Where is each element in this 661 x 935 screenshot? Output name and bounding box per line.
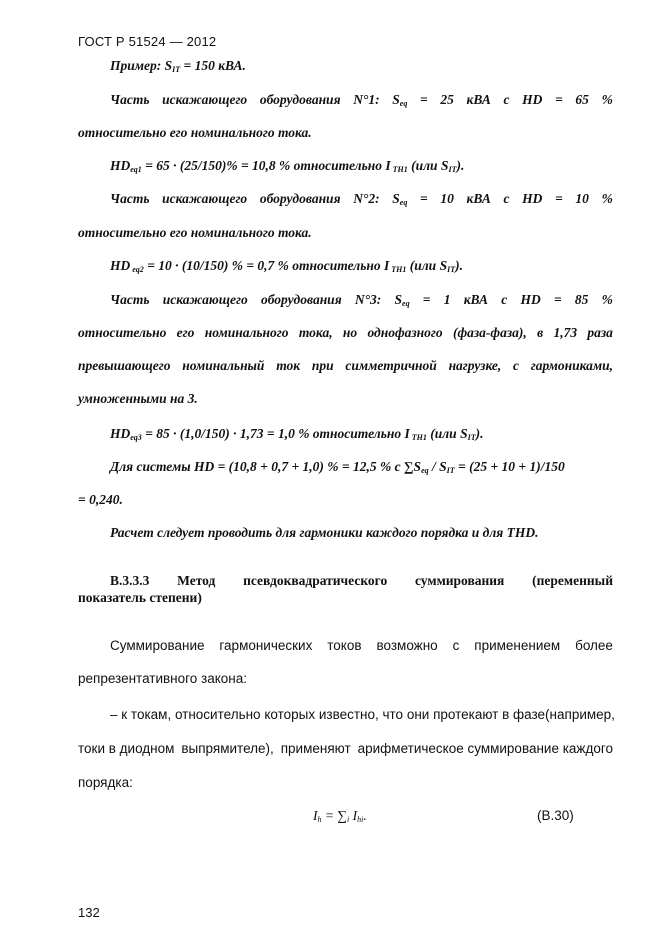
part3-line1: Часть искажающего оборудования N°3: $S_{eq}$ = 1 кВА с HD = 85 % <box>110 292 613 308</box>
paragraph-2-line1: – к токам, относительно которых известно, что они протекают в фазе (например, <box>110 707 615 722</box>
paragraph-2-line3: порядка: <box>78 775 133 790</box>
hd3-formula: $HD_{eq3} = 85 \cdot (1,0/150) \cdot 1,73 = 1,0$ % относительно I $_{ТН1}$ (или $S_{IT}$). <box>110 426 484 442</box>
equation-b30: $I_h = \sum_i$ $I_{hi}$. <box>313 808 367 824</box>
hd2-formula: HD $_{eq2}$ = 10 · (10/150) % = 0,7 % относительно I $_{ТН1}$ (или $S_{IT}$). <box>110 258 463 274</box>
section-heading-line2: показатель степени) <box>78 590 202 605</box>
standard-header: ГОСТ Р 51524 — 2012 <box>78 34 217 49</box>
calc-note: Расчет следует проводить для гармоники каждого порядка и для THD. <box>110 525 539 540</box>
part1-line2: относительно его номинального тока. <box>78 125 312 140</box>
example-intro: Пример: $S_{IT} = 150$ кВА. <box>110 58 246 74</box>
equation-number: (B.30) <box>537 808 574 823</box>
part3-line3: превышающего номинальный ток при симметричной нагрузке, с гармониками, <box>78 358 613 373</box>
page-number: 132 <box>78 905 100 920</box>
paragraph-1-line2: репрезентативного закона: <box>78 671 248 686</box>
section-heading: B.3.3.3 Метод псевдоквадратического суммирования (переменный <box>110 573 613 588</box>
paragraph-2-line2: токи в диодном выпрямителе), применяют арифметическое суммирование каждого <box>78 741 613 756</box>
part3-line2: относительно его номинального тока, но однофазного (фаза-фаза), в 1,73 раза <box>78 325 613 340</box>
part2-line2: относительно его номинального тока. <box>78 225 312 240</box>
system-total-result: = 0,240. <box>78 492 123 507</box>
paragraph-1-line1: Суммирование гармонических токов возможно с применением более <box>110 638 613 653</box>
system-total-formula: Для системы HD = (10,8 + 0,7 + 1,0) % = 12,5 % с $\sum S_{eq} / S_{IT} = (25 + 10 + 1)/150$ <box>110 459 565 475</box>
hd1-formula: $HD_{eq1} = 65 \cdot (25/150)\% = 10,8$ % относительно I $_{ТН1}$ (или $S_{IT}$). <box>110 158 465 174</box>
part2-line1: Часть искажающего оборудования N°2: $S_{eq}$ = 10 кВА с HD = 10 % <box>110 191 613 207</box>
part3-line4: умноженными на 3. <box>78 391 198 406</box>
part1-line1: Часть искажающего оборудования N°1: $S_{eq}$ = 25 кВА с HD = 65 % <box>110 92 613 108</box>
